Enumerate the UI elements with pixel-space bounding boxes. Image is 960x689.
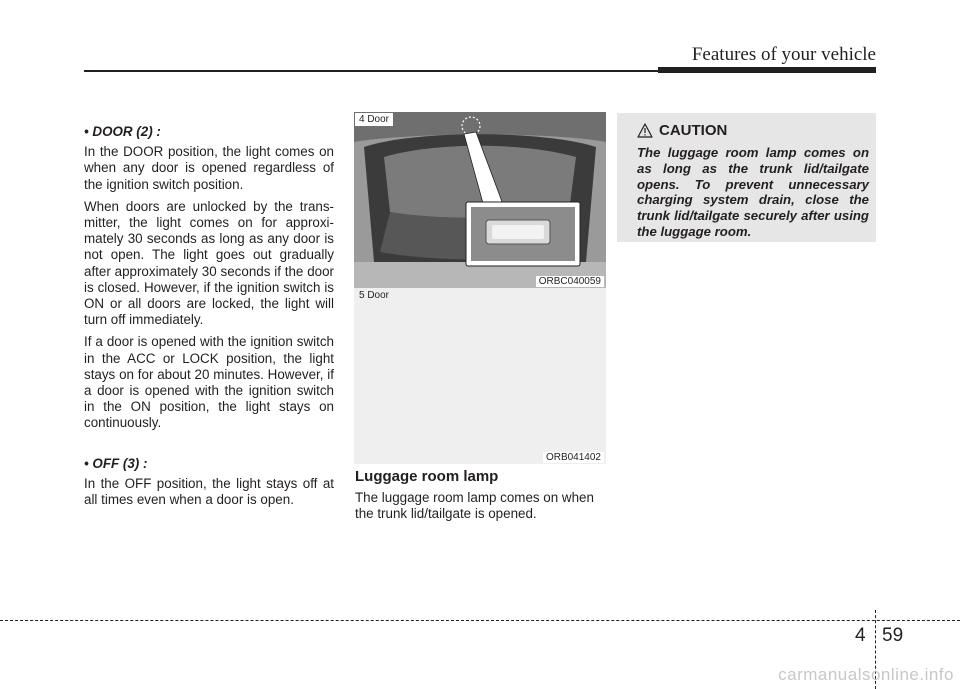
door-paragraph: In the DOOR position, the light comes on when any door is opened regardless of the ignition switch position.	[84, 144, 334, 192]
figure-tag: 5 Door	[359, 290, 390, 301]
page-number: 59	[882, 625, 904, 646]
header-title: Features of your vehicle	[691, 44, 876, 65]
door-paragraph: When doors are unlocked by the trans-mitter, the light comes on for approxi-mately 30 seconds as long as any door is not open. The light goes out gradually after approximately 30 seconds if the door is closed. However, if the ignition switch is ON or all doors are locked, the light will turn off immediately.	[84, 198, 334, 328]
caution-text: The luggage room lamp comes on as long as the trunk lid/tailgate opens. To prevent unnecessary charging system drain, close the trunk lid/tailgate securely after using the luggage room.	[637, 145, 869, 239]
luggage-room-lamp-heading: Luggage room lamp	[355, 468, 499, 485]
door-paragraph: If a door is opened with the ignition switch in the ACC or LOCK position, the light stays on for about 20 minutes. However, if a door is opened with the ignition switch in the ON position, the light stays on continuously.	[84, 334, 334, 431]
figure-code: ORBC040059	[536, 276, 604, 287]
off-paragraph: In the OFF position, the light stays off at all times even when a door is open.	[84, 475, 334, 508]
chapter-number: 4	[855, 625, 866, 646]
header-rule-accent	[658, 67, 876, 73]
door-heading: • DOOR (2) :	[84, 124, 161, 139]
off-heading: • OFF (3) :	[84, 455, 148, 471]
figure-5door	[354, 288, 606, 464]
caution-box	[617, 113, 876, 242]
trunk-4door-illustration	[354, 112, 606, 288]
figure-code: ORB041402	[543, 452, 604, 463]
warning-triangle-icon	[637, 123, 653, 138]
figure-tag: 4 Door	[355, 113, 393, 126]
luggage-room-lamp-text: The luggage room lamp comes on when the trunk lid/tailgate is opened.	[355, 490, 594, 522]
figure-4door-trunk	[354, 112, 606, 288]
caution-title: CAUTION	[659, 122, 728, 139]
watermark: carmanualsonline.info	[778, 665, 954, 684]
text-column-left	[84, 124, 334, 514]
caution-heading	[637, 122, 727, 139]
footer-rule	[0, 620, 960, 621]
